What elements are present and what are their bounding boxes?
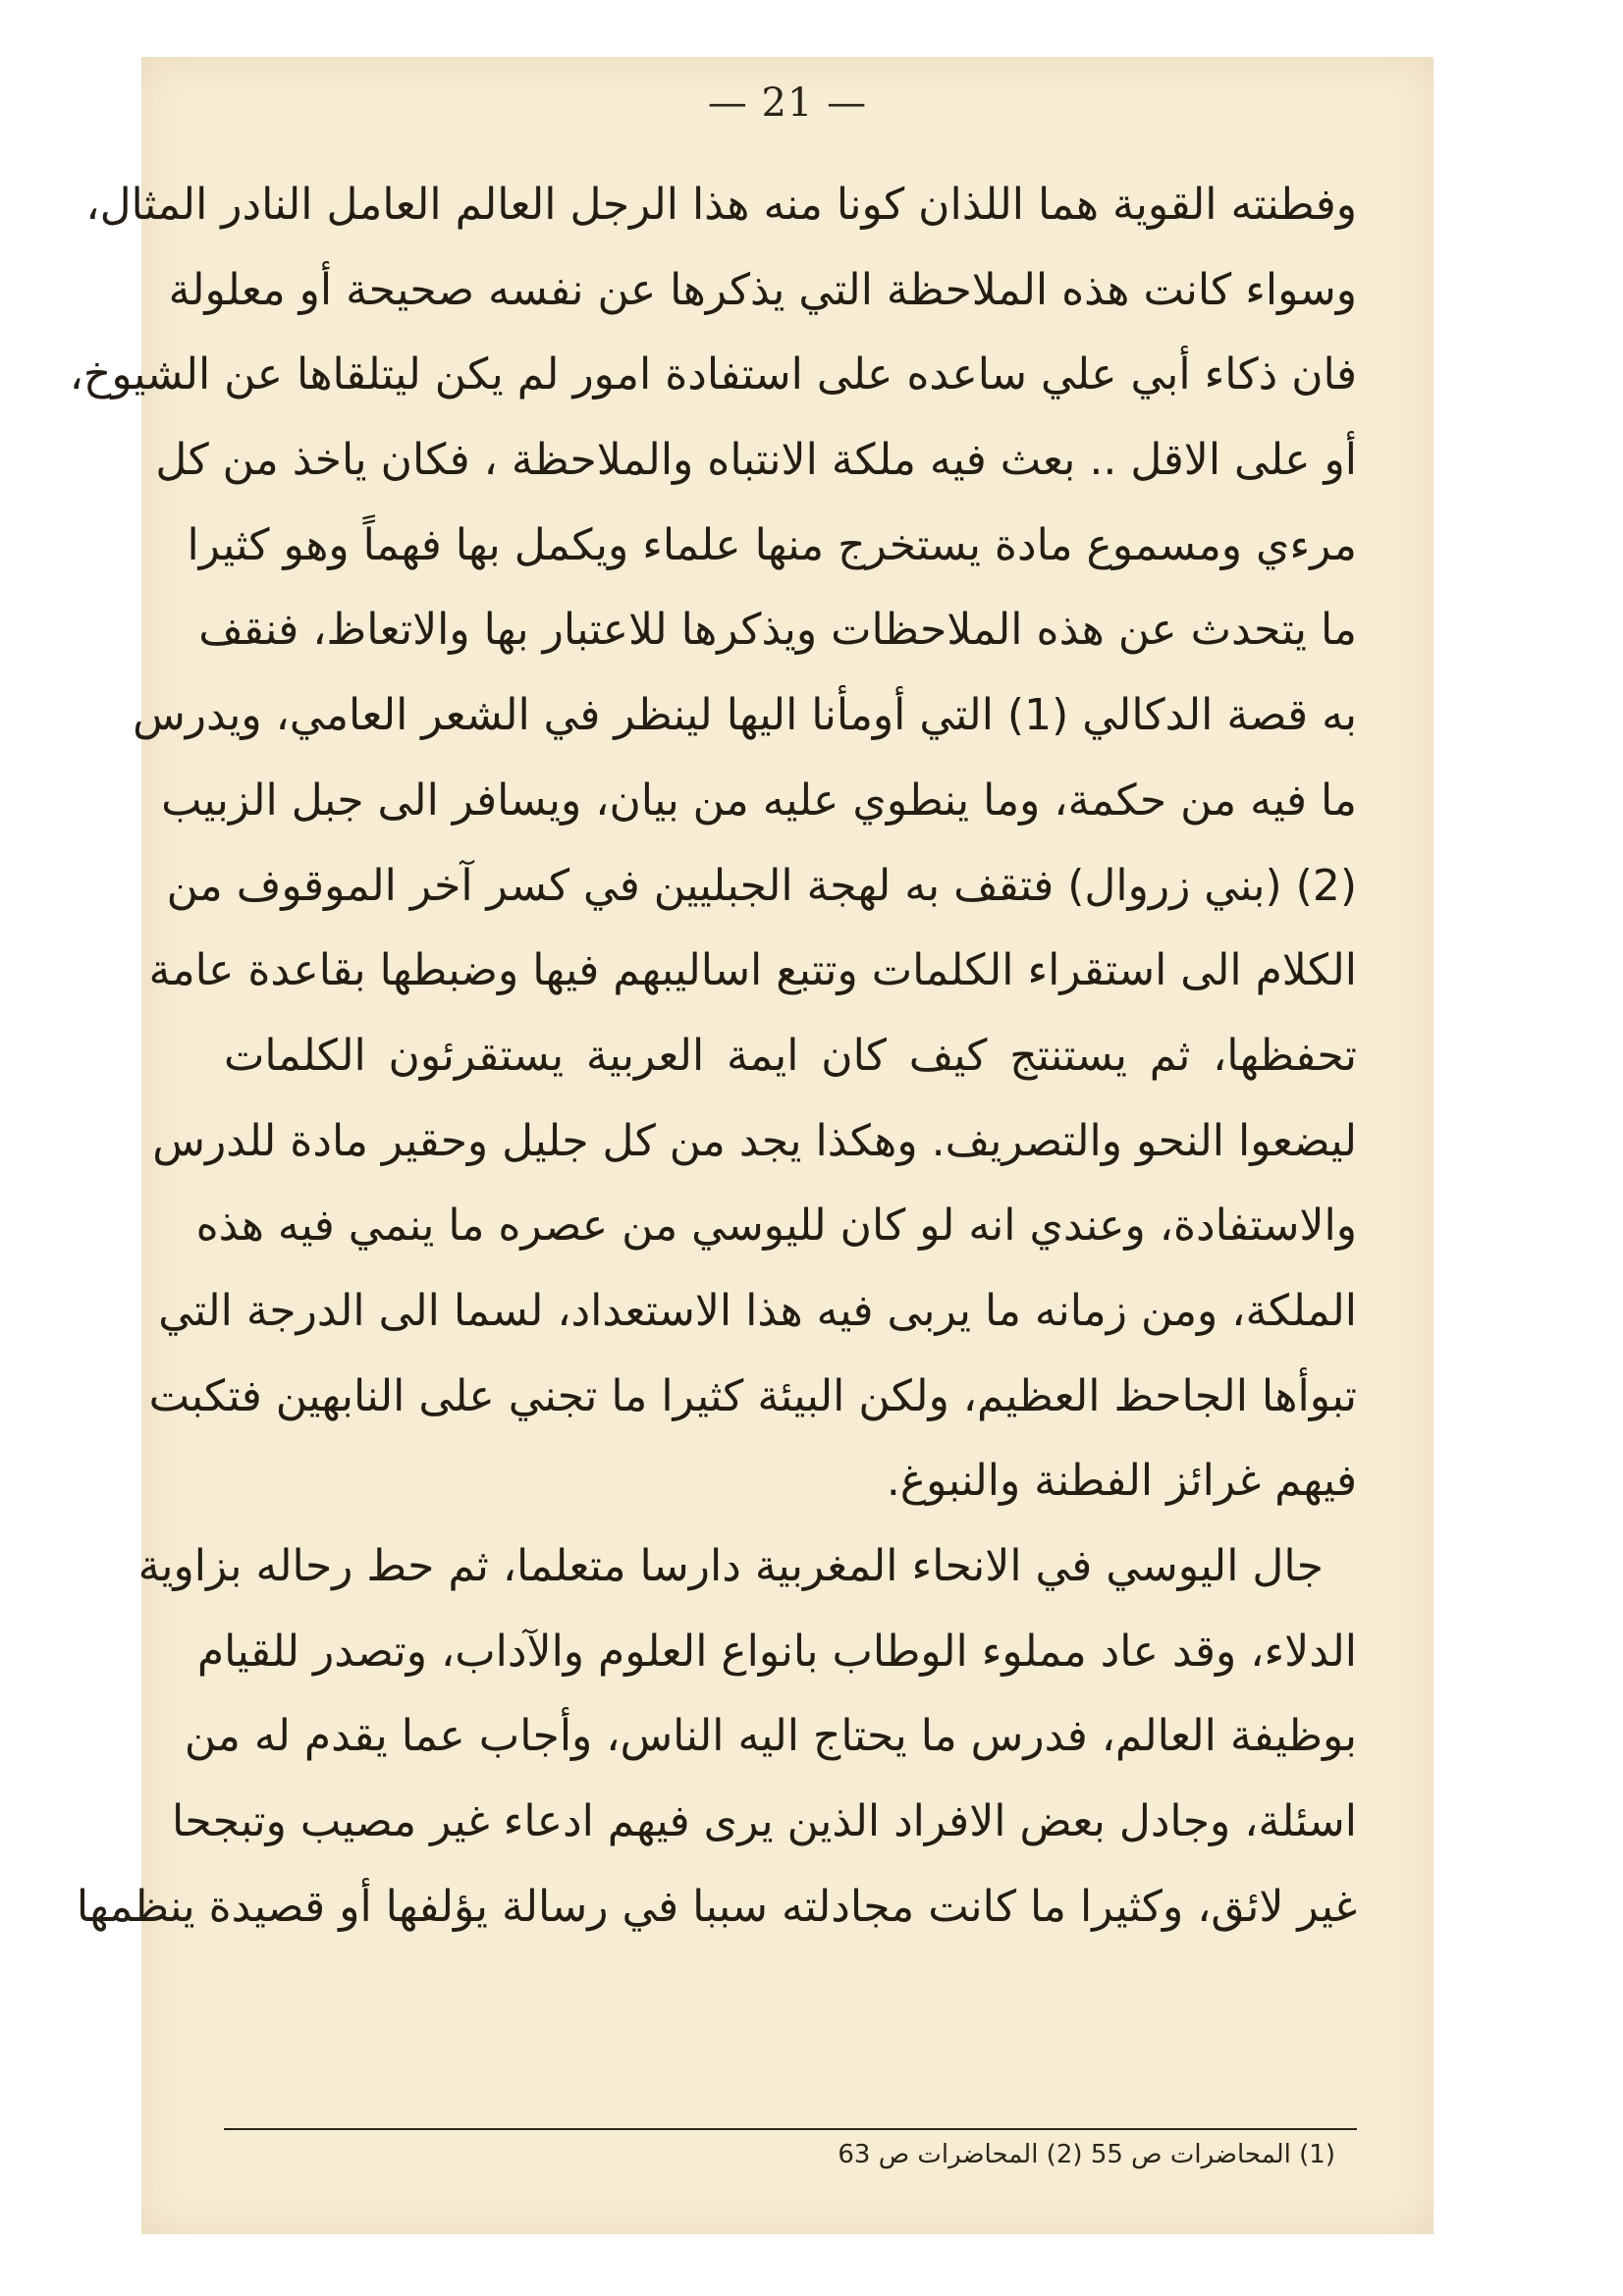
text-line: فان ذكاء أبي علي ساعده على استفادة امور لم يكن ليتلقاها عن الشيوخ، <box>69 349 1357 400</box>
text-line: بوظيفة العالم، فدرس ما يحتاج اليه الناس، وأجاب عما يقدم له من <box>184 1711 1357 1762</box>
footnote: (1) المحاضرات ص 55 (2) المحاضرات ص 63 <box>838 2140 1335 2169</box>
text-line: به قصة الدكالي (1) التي أومأنا اليها لينظر في الشعر العامي، ويدرس <box>133 690 1357 741</box>
paragraph-end-line: فيهم غرائز الفطنة والنبوغ. <box>886 1456 1357 1507</box>
paragraph-start-line: جال اليوسي في الانحاء المغربية دارسا متعلما، ثم حط رحاله بزاوية <box>137 1541 1324 1591</box>
text-line: ما يتحدث عن هذه الملاحظات ويذكرها للاعتبار بها والاتعاظ، فنقف <box>198 605 1357 656</box>
footnote-divider <box>224 2128 1357 2130</box>
page-number: — 21 — <box>707 80 868 126</box>
text-line: وفطنته القوية هما اللذان كونا منه هذا الرجل العالم العامل النادر المثال، <box>85 180 1357 230</box>
text-line: أو على الاقل .. بعث فيه ملكة الانتباه والملاحظة ، فكان ياخذ من كل <box>155 435 1357 486</box>
text-line: الكلام الى استقراء الكلمات وتتبع اساليبهم فيها وضبطها بقاعدة عامة <box>148 945 1357 996</box>
text-line: (2) (بني زروال) فتقف به لهجة الجبليين في كسر آخر الموقوف من <box>166 860 1357 911</box>
text-line: تبوأها الجاحظ العظيم، ولكن البيئة كثيرا ما تجني على النابهين فتكبت <box>148 1370 1357 1421</box>
text-line: غير لائق، وكثيرا ما كانت مجادلته سببا في رسالة يؤلفها أو قصيدة ينظمها <box>76 1881 1357 1932</box>
text-line: اسئلة، وجادل بعض الافراد الذين يرى فيهم ادعاء غير مصيب وتبجحا <box>171 1796 1357 1847</box>
text-line: الملكة، ومن زمانه ما يربى فيه هذا الاستعداد، لسما الى الدرجة التي <box>158 1285 1357 1336</box>
text-line: الدلاء، وقد عاد مملوء الوطاب بانواع العلوم والآداب، وتصدر للقيام <box>196 1626 1357 1677</box>
text-line: مرءي ومسموع مادة يستخرج منها علماء ويكمل بها فهماً وهو كثيرا <box>187 519 1357 570</box>
text-line: تحفظها، ثم يستنتج كيف كان ايمة العربية يستقرئون الكلمات <box>224 1030 1357 1081</box>
text-line: ليضعوا النحو والتصريف. وهكذا يجد من كل جليل وحقير مادة للدرس <box>152 1115 1357 1166</box>
book-page <box>69 57 1434 2234</box>
body-text <box>69 163 1357 1949</box>
text-line: ما فيه من حكمة، وما ينطوي عليه من بيان، ويسافر الى جبل الزبيب <box>161 774 1357 826</box>
text-line: وسواء كانت هذه الملاحظة التي يذكرها عن نفسه صحيحة أو معلولة <box>168 264 1357 315</box>
text-line: والاستفادة، وعندي انه لو كان لليوسي من عصره ما ينمي فيه هذه <box>195 1201 1357 1252</box>
